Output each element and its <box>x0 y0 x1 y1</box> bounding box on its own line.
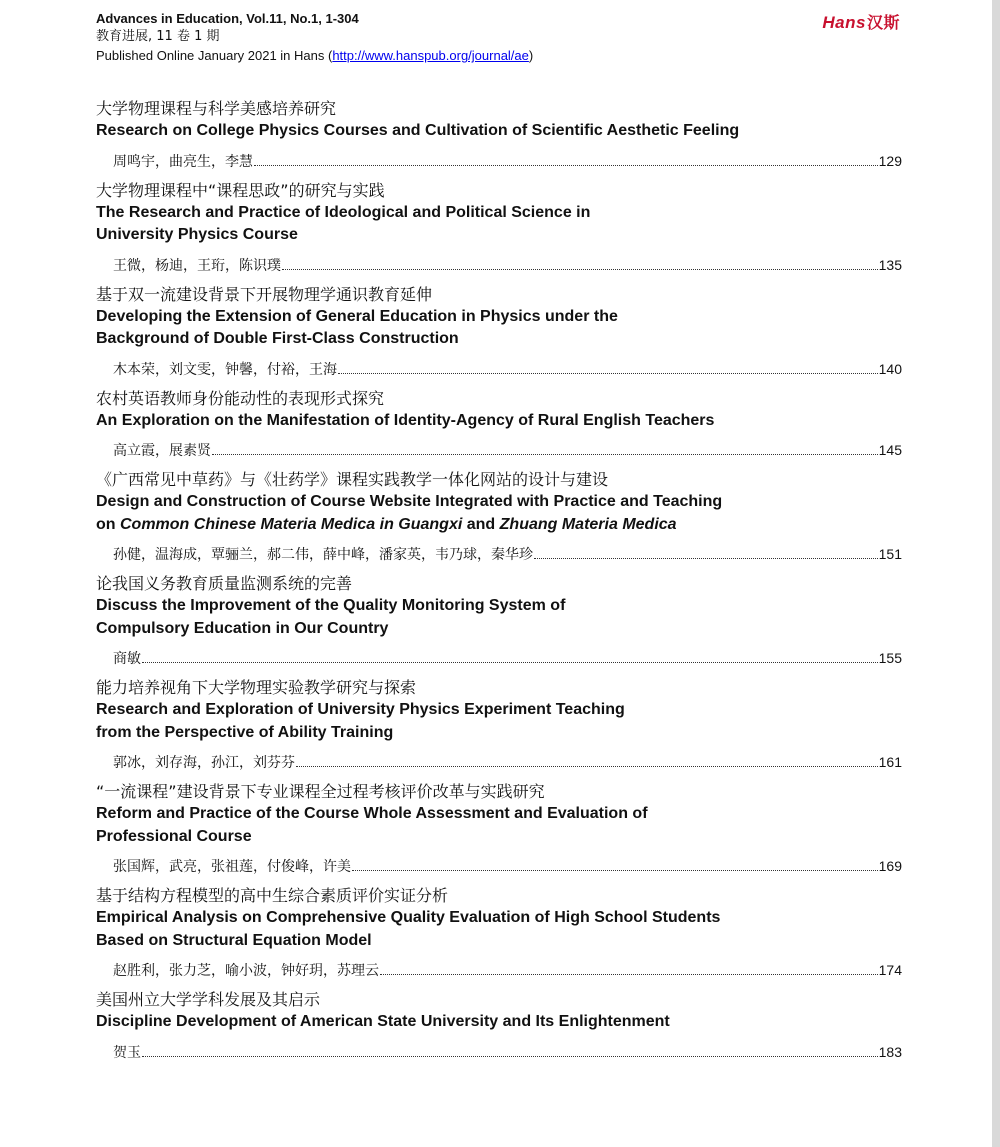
entry-title-en: Reform and Practice of the Course Whole Assessment and Evaluation of <box>96 805 648 822</box>
logo-text-cn: 汉斯 <box>866 13 900 32</box>
entry-title-cn: 能力培养视角下大学物理实验教学研究与探索 <box>96 678 417 697</box>
entry-title-cn: 美国州立大学学科发展及其启示 <box>96 990 321 1009</box>
entry-title-en-and: and <box>462 515 500 533</box>
entry-title-en: Research and Exploration of University Physics Experiment Teaching <box>96 701 625 718</box>
entry-title-en-line2: University Physics Course <box>96 226 298 243</box>
entry-authors: 赵胜利，张力芝，喻小波，钟好玥，苏理云 <box>113 963 379 979</box>
entry-authors: 高立霞，展素贤 <box>113 443 211 459</box>
publication-prefix: Published Online January 2021 in Hans ( <box>96 48 333 63</box>
entry-title-en: Discipline Development of American State University and Its Enlightenment <box>96 1013 670 1030</box>
hans-logo <box>822 10 900 33</box>
dot-leader <box>254 164 878 166</box>
dot-leader <box>380 973 878 975</box>
entry-title-en-line2: Compulsory Education in Our Country <box>96 619 389 637</box>
entry-title-en: Empirical Analysis on Comprehensive Quality Evaluation of High School Students <box>96 909 721 926</box>
toc-entry[interactable] <box>96 469 902 565</box>
entry-authors-row <box>96 254 902 276</box>
journal-citation: Advances in Education, Vol.11, No.1, 1-304 <box>96 11 359 26</box>
entry-title-en-italic-1: Common Chinese Materia Medica in Guangxi <box>120 515 463 533</box>
entry-title-cn: 《广西常见中草药》与《壮药学》课程实践教学一体化网站的设计与建设 <box>96 470 609 489</box>
entry-authors-row <box>96 959 902 981</box>
entry-title-cn: “一流课程”建设背景下专业课程全过程考核评价改革与实践研究 <box>96 782 545 801</box>
entry-title-en: Research on College Physics Courses and Cultivation of Scientific Aesthetic Feeling <box>96 122 740 139</box>
dot-leader <box>282 268 878 270</box>
dot-leader <box>338 372 878 374</box>
entry-title-en-on: on <box>96 515 120 533</box>
entry-title-en-line2: Based on Structural Equation Model <box>96 931 372 949</box>
entry-authors-row <box>96 647 902 669</box>
entry-page-number: 129 <box>878 152 902 169</box>
journal-url-link[interactable]: http://www.hanspub.org/journal/ae <box>332 48 529 63</box>
entry-title-en: Discuss the Improvement of the Quality Monitoring System of <box>96 597 566 614</box>
entry-authors: 郭冰，刘存海，孙江，刘芬芬 <box>113 755 295 771</box>
viewer-edge <box>992 0 1000 1147</box>
dot-leader <box>534 557 878 559</box>
entry-authors-row <box>96 358 902 380</box>
table-of-contents <box>96 98 902 1071</box>
entry-title-en-line2: Professional Course <box>96 827 252 845</box>
entry-title-cn: 农村英语教师身份能动性的表现形式探究 <box>96 388 385 408</box>
toc-entry[interactable] <box>96 388 902 462</box>
entry-authors: 贺玉 <box>113 1044 141 1061</box>
entry-title-cn: 论我国义务教育质量监测系统的完善 <box>96 574 353 593</box>
entry-authors-row <box>96 439 902 461</box>
entry-title-en-line2: from the Perspective of Ability Training <box>96 723 394 741</box>
dot-leader <box>212 453 878 455</box>
entry-authors: 木本荣，刘文雯，钟馨，付裕，王海 <box>113 361 337 378</box>
entry-title-en: Developing the Extension of General Education in Physics under the <box>96 307 618 325</box>
entry-title-en: An Exploration on the Manifestation of Identity-Agency of Rural English Teachers <box>96 411 715 429</box>
entry-authors-row <box>96 1041 902 1063</box>
page-header <box>96 10 906 65</box>
entry-title-cn: 基于结构方程模型的高中生综合素质评价实证分析 <box>96 886 449 905</box>
entry-page-number: 155 <box>878 650 902 666</box>
entry-title-en-line2: Background of Double First-Class Construction <box>96 330 459 347</box>
toc-entry[interactable] <box>96 284 902 380</box>
toc-entry[interactable] <box>96 573 902 669</box>
entry-authors-row <box>96 543 902 565</box>
entry-page-number: 169 <box>878 858 902 874</box>
logo-text-en: Hans <box>822 13 866 32</box>
entry-authors-row <box>96 150 902 172</box>
entry-title-en-line2 <box>96 514 902 537</box>
dot-leader <box>296 765 878 767</box>
entry-page-number: 161 <box>878 754 902 770</box>
entry-authors: 商敏 <box>113 651 141 667</box>
entry-authors-row <box>96 751 902 773</box>
dot-leader <box>142 1055 878 1057</box>
entry-authors: 王微，杨迪，王珩，陈识璞 <box>113 257 281 274</box>
toc-entry[interactable] <box>96 677 902 773</box>
toc-entry[interactable] <box>96 180 902 276</box>
entry-page-number: 140 <box>878 360 902 377</box>
entry-title-en: The Research and Practice of Ideological and Political Science in <box>96 203 591 221</box>
dot-leader <box>352 869 878 871</box>
journal-citation-cn: 教育进展, 11 卷 1 期 <box>96 29 220 44</box>
entry-page-number: 151 <box>878 546 902 562</box>
entry-page-number: 135 <box>878 256 902 273</box>
entry-authors-row <box>96 855 902 877</box>
entry-page-number: 145 <box>878 442 902 458</box>
entry-title-en-italic-2: Zhuang Materia Medica <box>499 515 677 533</box>
entry-authors: 周鸣宇，曲亮生，李慧 <box>113 153 253 170</box>
publication-line <box>96 46 906 65</box>
entry-page-number: 174 <box>878 962 902 978</box>
toc-entry[interactable] <box>96 781 902 877</box>
entry-page-number: 183 <box>878 1043 902 1060</box>
dot-leader <box>142 661 878 663</box>
entry-title-cn: 大学物理课程与科学美感培养研究 <box>96 99 337 118</box>
entry-authors: 张国辉，武亮，张祖莲，付俊峰，许美 <box>113 859 351 875</box>
entry-title-cn: 大学物理课程中“课程思政”的研究与实践 <box>96 180 385 200</box>
entry-authors: 孙健，温海成，覃骊兰，郝二伟，薛中峰，潘家英，韦乃球，秦华珍 <box>113 547 533 563</box>
publication-suffix: ) <box>528 48 534 63</box>
entry-title-en: Design and Construction of Course Website Integrated with Practice and Teaching <box>96 493 723 510</box>
toc-entry[interactable] <box>96 989 902 1063</box>
toc-entry[interactable] <box>96 98 902 172</box>
entry-title-cn: 基于双一流建设背景下开展物理学通识教育延伸 <box>96 284 433 304</box>
toc-entry[interactable] <box>96 885 902 981</box>
